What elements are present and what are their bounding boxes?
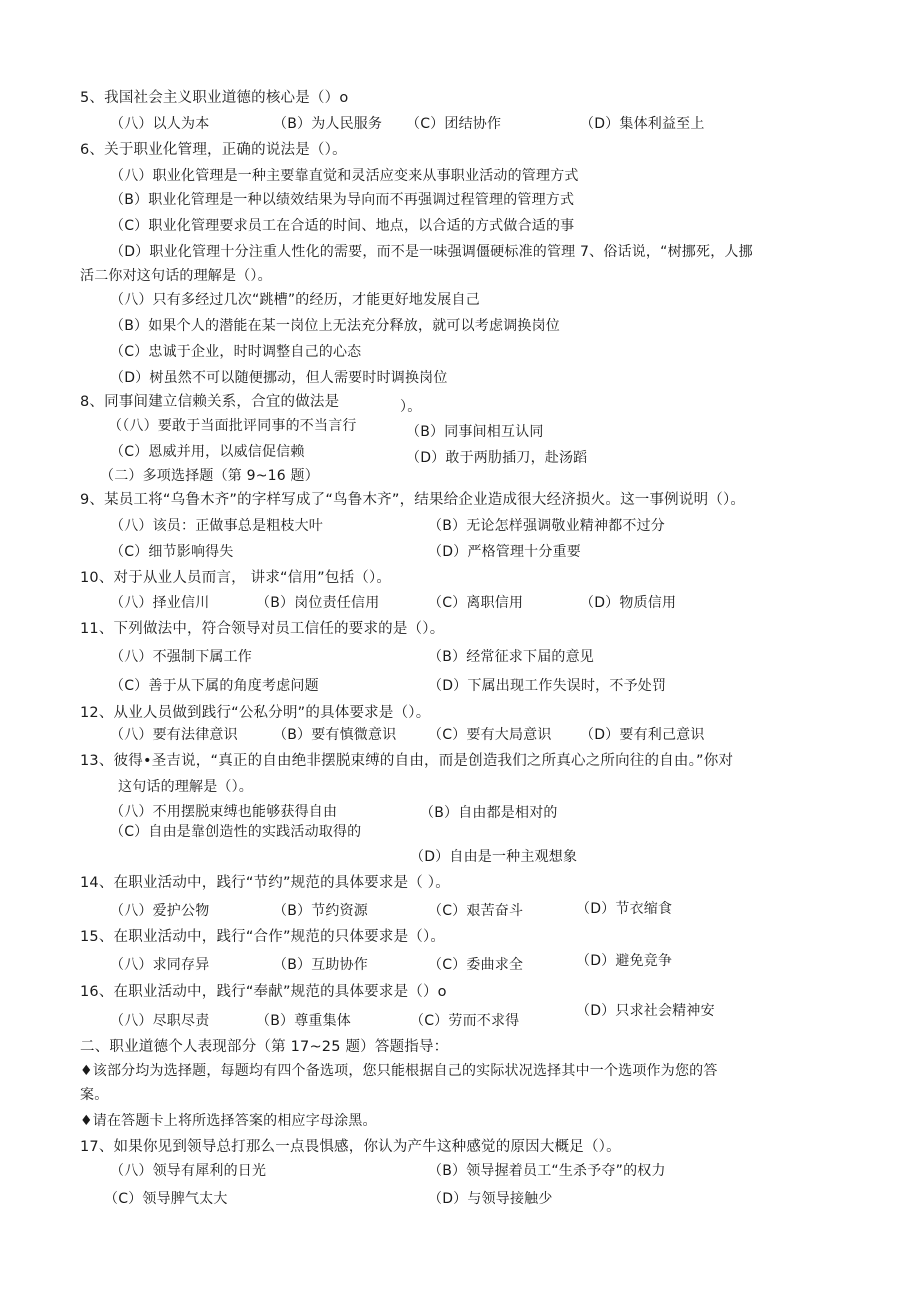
q17-option-a: （八）领导有犀利的日光 [110, 1163, 267, 1179]
q11-option-c: （C）善于从下属的角度考虑问题 [110, 678, 319, 694]
question-11-stem: 11、下列做法中，符合领导对员工信任的要求的是（）。 [80, 621, 445, 637]
q15-option-a: （八）求同存异 [110, 957, 210, 973]
question-10-stem: 10、对于从业人员而言， 讲求“信用”包括（）。 [80, 570, 392, 586]
part-2-heading: 二、职业道德个人表现部分（第 17~25 题）答题指导： [80, 1039, 449, 1055]
question-6-stem: 6、关于职业化管理，正确的说法是（）。 [80, 142, 347, 158]
q12-option-c: （C）要有大局意识 [428, 727, 552, 743]
q12-option-b: （B）要有慎微意识 [273, 727, 397, 743]
question-8-stem: 8、同事间建立信赖关系，合宜的做法是 [80, 394, 340, 410]
q8-option-c: （C）恩威并用，以威信促信赖 [110, 444, 305, 460]
q10-option-c: （C）离职信用 [428, 595, 524, 611]
q16-option-b: （B）尊重集体 [256, 1013, 352, 1029]
part-2-note-1-continued: 案。 [80, 1087, 109, 1103]
q9-option-c: （C）细节影响得失 [110, 544, 234, 560]
question-12-stem: 12、从业人员做到践行“公私分明”的具体要求是（）。 [80, 705, 431, 721]
q9-option-b: （B）无论怎样强调敬业精神都不过分 [428, 518, 666, 534]
question-13-stem-continued: 这句话的理解是（）。 [118, 779, 253, 795]
q7-stem-continued: 活二你对这句话的理解是（）。 [80, 268, 272, 284]
q12-option-a: （八）要有法律意识 [110, 727, 238, 743]
q16-option-c: （C）劳而不求得 [410, 1013, 520, 1029]
part-2-note-1: ♦该部分均为选择题，每题均有四个备选项，您只能根据自己的实际状况选择其中一个选项作为您的答 [80, 1063, 718, 1079]
question-14-stem: 14、在职业活动中，践行“节约”规范的具体要求是（ ）。 [80, 875, 450, 891]
q6-option-b: （B）职业化管理是一种以绩效结果为导向而不再强调过程管理的管理方式 [110, 192, 575, 208]
q8-option-b: （B）同事间相互认同 [406, 424, 544, 440]
question-9-stem: 9、某员工将“乌鲁木齐”的字样写成了“鸟鲁木齐”，结果给企业造成很大经济损火。这一事例说明（）。 [80, 492, 746, 508]
q5-option-c: （C）团结协作 [406, 116, 502, 132]
q13-option-d: （D）自由是一种主观想象 [410, 849, 578, 865]
question-13-stem: 13、彼得•圣吉说，“真正的自由绝非摆脱束缚的自由，而是创造我们之所真心之所向往的自由。”你对 [80, 753, 734, 769]
q17-option-d: （D）与领导接触少 [428, 1191, 553, 1207]
q6-option-d: （D）职业化管理十分注重人性化的需要，而不是一味强调僵硬标准的管理 7、俗话说，“树挪死，人挪 [110, 244, 753, 260]
question-5-stem: 5、我国社会主义职业道德的核心是（）o [80, 90, 349, 106]
q7-option-b: （B）如果个人的潜能在某一岗位上无法充分释放，就可以考虑调换岗位 [110, 318, 561, 334]
q9-option-d: （D）严格管理十分重要 [428, 544, 581, 560]
section-multiple-choice-heading: （二）多项选择题（第 9~16 题） [100, 468, 319, 484]
q9-option-a: （八）该员：正做事总是粗枝大叶 [110, 518, 323, 534]
q11-option-d: （D）下属出现工作失误时，不予处罚 [428, 678, 667, 694]
q12-option-d: （D）要有利己意识 [580, 727, 705, 743]
q17-option-c: （C）领导脾气太大 [104, 1191, 228, 1207]
q15-option-b: （B）互助协作 [273, 957, 369, 973]
part-2-note-2: ♦请在答题卡上将所选择答案的相应字母涂黑。 [80, 1113, 377, 1129]
q8-option-a: （（八）要敢于当面批评同事的不当言行 [108, 418, 357, 434]
question-8-stem-end: ）。 [400, 399, 422, 415]
q10-option-b: （B）岗位责任信用 [256, 595, 380, 611]
q5-option-b: （B）为人民服务 [273, 116, 383, 132]
question-17-stem: 17、如果你见到领导总打那么一点畏惧感，你认为产牛这种感觉的原因大概足（）。 [80, 1139, 621, 1155]
q7-option-c: （C）忠诚于企业，时时调整自己的心态 [110, 344, 362, 360]
q14-option-b: （B）节约资源 [273, 903, 369, 919]
q14-option-a: （八）爱护公物 [110, 903, 210, 919]
q5-option-d: （D）集体利益至上 [580, 116, 705, 132]
q11-option-b: （B）经常征求下届的意见 [428, 649, 595, 665]
q10-option-a: （八）择业信川 [110, 595, 210, 611]
q10-option-d: （D）物质信用 [580, 595, 677, 611]
q14-option-c: （C）艰苦奋斗 [428, 903, 524, 919]
q13-option-b: （B）自由都是相对的 [420, 805, 558, 821]
q16-option-d: （D）只求社会精神安 [576, 1003, 715, 1019]
question-15-stem: 15、在职业活动中，践行“合作”规范的只体要求是（）。 [80, 929, 446, 945]
q6-option-a: （八）职业化管理是一种主要靠直觉和灵活应变来从事职业活动的管理方式 [110, 168, 579, 184]
q8-option-d: （D）敢于两肋插刀，赴汤蹈 [406, 450, 588, 466]
q14-option-d: （D）节衣缩食 [576, 901, 673, 917]
q6-option-c: （C）职业化管理要求员工在合适的时间、地点，以合适的方式做合适的事 [110, 218, 575, 234]
question-16-stem: 16、在职业活动中，践行“奉献”规范的具体要求是（）o [80, 984, 447, 1000]
q5-option-a: （八）以人为本 [110, 116, 210, 132]
q7-option-a: （八）只有多经过几次“跳槽”的经历，才能更好地发展自己 [110, 292, 480, 308]
q13-option-a: （八）不用摆脱束缚也能够获得自由 [110, 804, 338, 820]
q16-option-a: （八）尽职尽责 [110, 1013, 210, 1029]
q15-option-c: （C）委曲求全 [428, 957, 524, 973]
q17-option-b: （B）领导握着员工“生杀予夺”的权力 [428, 1163, 666, 1179]
q13-option-c: （C）自由是靠创造性的实践活动取得的 [110, 824, 362, 840]
q15-option-d: （D）避免竞争 [576, 953, 673, 969]
q7-option-d: （D）树虽然不可以随便挪动，但人需要时时调换岗位 [110, 370, 448, 386]
q11-option-a: （八）不强制下属工作 [110, 649, 252, 665]
